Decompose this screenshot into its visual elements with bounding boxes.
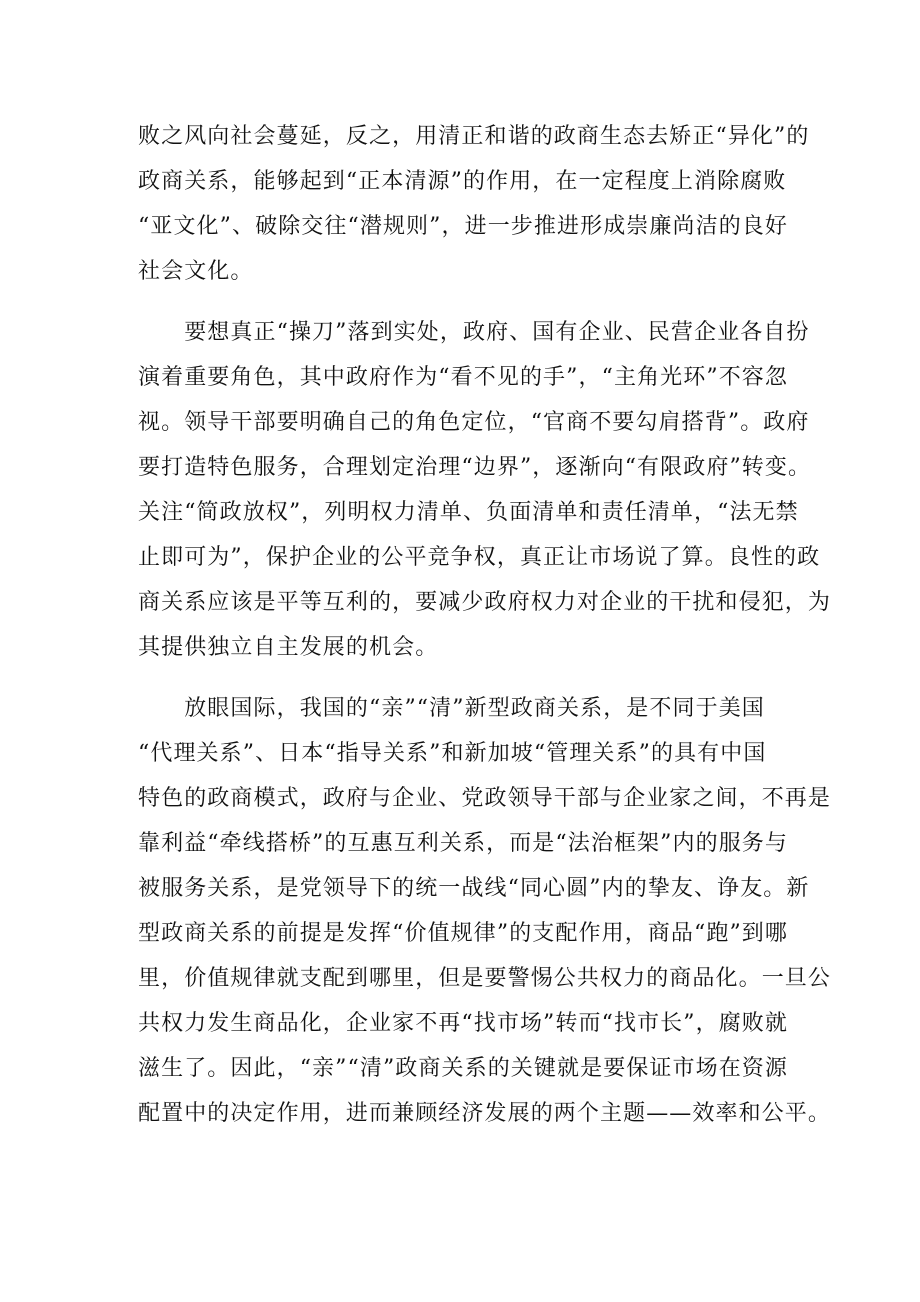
text-line: 型政商关系的前提是发挥“价值规律”的支配作用，商品“跑”到哪 — [138, 921, 788, 946]
text-line: 滋生了。因此，“亲”“清”政商关系的关键就是要保证市场在资源 — [138, 1056, 788, 1081]
text-line: 里，价值规律就支配到哪里，但是要警惕公共权力的商品化。一旦公 — [138, 966, 832, 991]
text-line: “亚文化”、破除交往“潜规则”，进一步推进形成崇廉尚洁的良好 — [138, 214, 788, 239]
text-line: 特色的政商模式，政府与企业、党政领导干部与企业家之间，不再是 — [138, 786, 832, 811]
text-line: “代理关系”、日本“指导关系”和新加坡“管理关系”的具有中国 — [138, 741, 767, 766]
text-line: 靠利益“牵线搭桥”的互惠互利关系，而是“法治框架”内的服务与 — [138, 831, 788, 856]
text-line: 关注“简政放权”，列明权力清单、负面清单和责任清单，“法无禁 — [138, 500, 799, 525]
text-line: 止即可为”，保护企业的公平竞争权，真正让市场说了算。良性的政 — [138, 545, 821, 570]
text-line: 败之风向社会蔓延，反之，用清正和谐的政商生态去矫正“异化”的 — [138, 124, 810, 149]
paragraph-3 — [138, 686, 832, 1136]
text-line: 配置中的决定作用，进而兼顾经济发展的两个主题——效率和公平。 — [138, 1101, 832, 1126]
paragraph-1 — [138, 114, 810, 294]
text-line: 政商关系，能够起到“正本清源”的作用，在一定程度上消除腐败 — [138, 169, 787, 194]
text-line: 演着重要角色，其中政府作为“看不见的手”，“主角光环”不容忽 — [138, 365, 788, 390]
text-line: 被服务关系，是党领导下的统一战线“同心圆”内的挚友、诤友。新 — [138, 876, 810, 901]
paragraph-gap — [138, 670, 783, 686]
text-line: 共权力发生商品化，企业家不再“找市场”转而“找市长”，腐败就 — [138, 1011, 788, 1036]
paragraph-2 — [138, 310, 832, 670]
text-line: 放眼国际，我国的“亲”“清”新型政商关系，是不同于美国 — [138, 696, 765, 721]
text-line: 要打造特色服务，合理划定治理“边界”，逐渐向“有限政府”转变。 — [138, 455, 812, 480]
text-line: 视。领导干部要明确自己的角色定位，“官商不要勾肩搭背”。政府 — [138, 410, 810, 435]
document-body — [138, 114, 832, 1136]
text-line: 要想真正“操刀”落到实处，政府、国有企业、民营企业各自扮 — [138, 320, 810, 345]
text-line: 社会文化。 — [138, 259, 254, 284]
paragraph-gap — [138, 294, 783, 310]
text-line: 其提供独立自主发展的机会。 — [138, 635, 439, 660]
text-line: 商关系应该是平等互利的，要减少政府权力对企业的干扰和侵犯，为 — [138, 590, 832, 615]
